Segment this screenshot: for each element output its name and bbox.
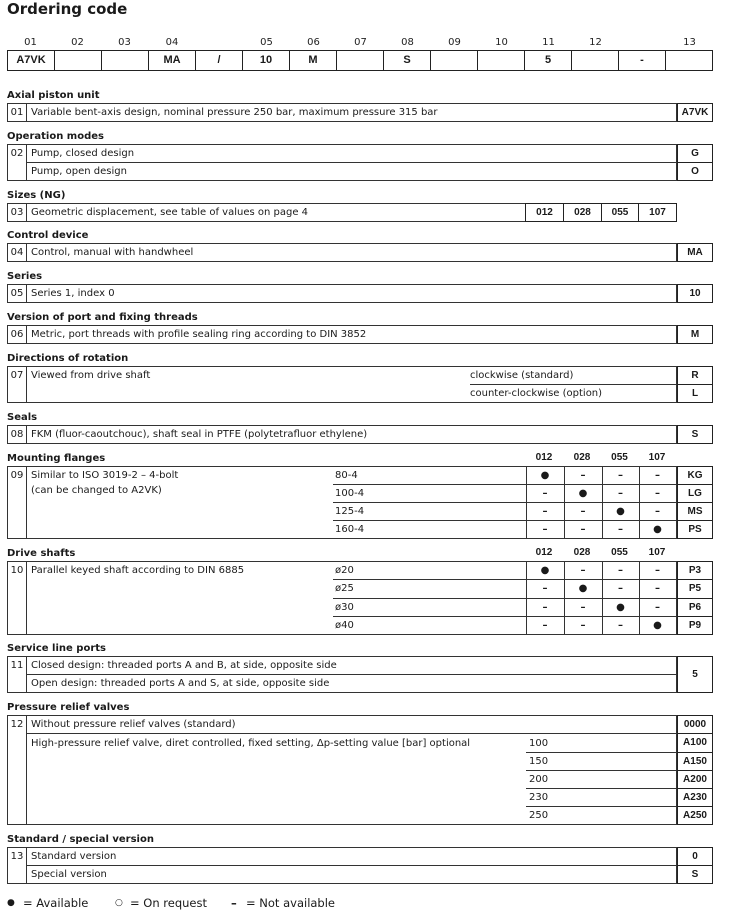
- option-label: ø20: [335, 565, 354, 576]
- size-028: 028: [563, 203, 602, 222]
- availability-mark: –: [655, 583, 660, 594]
- option-label: 80-4: [335, 470, 358, 481]
- row-number: 04: [8, 244, 27, 261]
- section-heading-axial-piston-unit: Axial piston unit: [7, 90, 100, 101]
- option-code: L: [677, 384, 713, 403]
- section-heading-control-device: Control device: [7, 230, 89, 241]
- availability-mark: ●: [540, 470, 550, 481]
- section-heading-version: Standard / special version: [7, 834, 154, 845]
- availability-mark: ●: [653, 620, 662, 631]
- option-code: A200: [677, 770, 713, 789]
- row-text: Without pressure relief valves (standard): [31, 719, 236, 730]
- row-number: 06: [8, 326, 27, 343]
- row-number: 02: [8, 145, 27, 180]
- availability-mark: ●: [540, 565, 550, 576]
- row-text: Standard version: [31, 851, 117, 862]
- row-text: FKM (fluor-caoutchouc), shaft seal in PTFE (polytetrafluor ethylene): [31, 429, 368, 440]
- code-cell-13: [666, 50, 713, 71]
- divider: [526, 752, 676, 753]
- row-number: 05: [8, 285, 27, 302]
- option-code: KG: [677, 466, 713, 485]
- section-drive-shafts: [7, 561, 677, 635]
- section-control-device: [7, 243, 677, 262]
- section-pressure-relief-valves: [7, 715, 677, 825]
- size-012: 012: [525, 203, 564, 222]
- code-cell-06: M: [290, 50, 337, 71]
- section-service-line-ports: [7, 656, 677, 693]
- availability-mark: –: [618, 488, 623, 499]
- availability-mark: ●: [578, 583, 588, 594]
- availability-mark: –: [542, 583, 548, 594]
- position-label: 07: [354, 37, 367, 48]
- legend-on-request-label: = On request: [130, 896, 208, 910]
- row-text: Open design: threaded ports A and S, at side, opposite side: [31, 678, 330, 689]
- availability-mark: –: [580, 506, 586, 517]
- availability-mark: –: [655, 488, 660, 499]
- section-heading-port-threads: Version of port and fixing threads: [7, 312, 198, 323]
- code-cell-05: 10: [243, 50, 290, 71]
- option-code: MS: [677, 502, 713, 521]
- availability-mark: –: [542, 620, 548, 631]
- row-text: Pump, closed design: [31, 148, 135, 159]
- row-text: Special version: [31, 869, 107, 880]
- position-label: 05: [260, 37, 273, 48]
- section-rotation: [7, 366, 677, 403]
- option-code: A100: [677, 733, 713, 753]
- option-label: ø25: [335, 583, 354, 594]
- code-cell-11: 5: [525, 50, 572, 71]
- size-107: 107: [638, 203, 677, 222]
- available-icon: ●: [7, 898, 15, 908]
- option-code: 5: [677, 656, 713, 693]
- availability-mark: –: [618, 565, 623, 576]
- position-label: 09: [448, 37, 461, 48]
- option-code: M: [677, 325, 713, 344]
- option-label: 100: [529, 738, 549, 749]
- section-operation-modes: [7, 144, 677, 181]
- legend-not-available-label: = Not available: [246, 896, 336, 910]
- option-label: 250: [529, 810, 549, 821]
- option-label: ø30: [335, 602, 354, 613]
- availability-mark: ●: [616, 506, 625, 517]
- availability-mark: –: [542, 488, 548, 499]
- divider: [526, 788, 676, 789]
- option-code: S: [677, 865, 713, 884]
- section-heading-drive-shafts: Drive shafts: [7, 548, 76, 559]
- on-request-icon: ○: [115, 898, 123, 908]
- availability-mark: –: [655, 565, 660, 576]
- row-number: 08: [8, 426, 27, 443]
- section-heading-mounting-flanges: Mounting flanges: [7, 453, 106, 464]
- availability-mark: –: [580, 470, 586, 481]
- availability-mark: –: [580, 602, 586, 613]
- position-label: 11: [542, 37, 555, 48]
- section-seals: [7, 425, 677, 444]
- option-label: 230: [529, 792, 549, 803]
- row-number: 07: [8, 367, 27, 402]
- code-cell-07: [337, 50, 384, 71]
- size-column-header: 107: [648, 547, 666, 558]
- row-text: Similar to ISO 3019-2 – 4-bolt: [31, 470, 179, 481]
- legend-available-label: = Available: [23, 896, 89, 910]
- option-code: P9: [677, 616, 713, 635]
- code-cell-dash: -: [619, 50, 666, 71]
- row-number: 01: [8, 104, 27, 121]
- position-label: 08: [401, 37, 414, 48]
- option-label: 125-4: [335, 506, 365, 517]
- option-code: O: [677, 162, 713, 181]
- row-number: 09: [8, 467, 27, 538]
- option-code: A250: [677, 806, 713, 825]
- availability-mark: –: [580, 565, 586, 576]
- availability-mark: ●: [653, 524, 662, 535]
- option-code: G: [677, 144, 713, 163]
- size-column-header: 028: [573, 547, 591, 558]
- option-code: A7VK: [677, 103, 713, 122]
- row-text: Closed design: threaded ports A and B, at side, opposite side: [31, 660, 337, 671]
- row-text: Pump, open design: [31, 166, 127, 177]
- divider: [27, 865, 676, 866]
- divider: [526, 806, 676, 807]
- row-text: Control, manual with handwheel: [31, 247, 194, 258]
- position-label: 04: [165, 37, 179, 48]
- row-number: 03: [8, 204, 27, 221]
- divider: [526, 770, 676, 771]
- availability-mark: –: [618, 470, 623, 481]
- divider: [27, 733, 676, 734]
- section-heading-seals: Seals: [7, 412, 38, 423]
- position-label: 03: [118, 37, 131, 48]
- option-label: 150: [529, 756, 549, 767]
- code-cell-02: [55, 50, 102, 71]
- position-label: 10: [495, 37, 508, 48]
- position-label: 01: [24, 37, 37, 48]
- section-mounting-flanges: [7, 466, 677, 539]
- row-number: 12: [8, 716, 27, 824]
- option-label: 100-4: [335, 488, 365, 499]
- size-column-header: 012: [535, 547, 553, 558]
- option-code: P6: [677, 598, 713, 617]
- size-column-header: 055: [611, 452, 628, 463]
- row-text: High-pressure relief valve, diret controlled, fixed setting, Δp-setting value [bar] optional: [31, 738, 471, 749]
- option-code: PS: [677, 520, 713, 539]
- option-label: counter-clockwise (option): [470, 388, 603, 399]
- section-version: [7, 847, 677, 884]
- option-code: P3: [677, 561, 713, 580]
- option-code: MA: [677, 243, 713, 262]
- row-text: Parallel keyed shaft according to DIN 6885: [31, 565, 245, 576]
- row-text: Variable bent-axis design, nominal pressure 250 bar, maximum pressure 315 bar: [31, 107, 438, 118]
- row-number: 11: [8, 657, 27, 692]
- position-label: 06: [307, 37, 320, 48]
- section-heading-operation-modes: Operation modes: [7, 131, 104, 142]
- row-text: Geometric displacement, see table of values on page 4: [31, 207, 309, 218]
- position-label: 13: [683, 37, 696, 48]
- option-label: ø40: [335, 620, 354, 631]
- section-series: [7, 284, 677, 303]
- section-heading-series: Series: [7, 271, 43, 282]
- option-label: 160-4: [335, 524, 365, 535]
- row-text: (can be changed to A2VK): [31, 485, 162, 496]
- code-cell-09: [431, 50, 478, 71]
- option-code: 0: [677, 847, 713, 866]
- size-column-header: 012: [535, 452, 553, 463]
- option-label: clockwise (standard): [470, 370, 574, 381]
- code-cell-separator: /: [196, 50, 243, 71]
- availability-mark: –: [542, 602, 548, 613]
- availability-mark: –: [655, 470, 660, 481]
- code-cell-08: S: [384, 50, 431, 71]
- availability-mark: –: [655, 506, 660, 517]
- availability-mark: –: [655, 602, 660, 613]
- code-cell-12: [572, 50, 619, 71]
- section-sizes: [7, 203, 526, 222]
- section-heading-rotation: Directions of rotation: [7, 353, 129, 364]
- row-text: Viewed from drive shaft: [31, 370, 151, 381]
- option-code: LG: [677, 484, 713, 503]
- size-column-header: 028: [573, 452, 591, 463]
- section-axial-piston-unit: [7, 103, 677, 122]
- availability-mark: ●: [616, 602, 625, 613]
- availability-mark: –: [542, 506, 548, 517]
- code-cell-10: [478, 50, 525, 71]
- size-column-header: 055: [611, 547, 628, 558]
- availability-mark: –: [618, 620, 623, 631]
- availability-mark: –: [618, 583, 623, 594]
- row-number: 10: [8, 562, 27, 634]
- size-column-header: 107: [648, 452, 666, 463]
- not-available-icon: –: [231, 896, 237, 910]
- row-number: 13: [8, 848, 27, 883]
- code-cell-01: A7VK: [7, 50, 55, 71]
- option-code: R: [677, 366, 713, 385]
- option-code: A150: [677, 752, 713, 771]
- section-heading-service-line-ports: Service line ports: [7, 643, 106, 654]
- availability-mark: –: [580, 524, 586, 535]
- position-label: 02: [71, 37, 84, 48]
- row-text: Metric, port threads with profile sealing ring according to DIN 3852: [31, 329, 367, 340]
- option-code: 0000: [677, 715, 713, 734]
- option-code: P5: [677, 579, 713, 599]
- position-label: 12: [589, 37, 602, 48]
- availability-mark: –: [580, 620, 586, 631]
- row-text: Series 1, index 0: [31, 288, 115, 299]
- option-label: 200: [529, 774, 549, 785]
- availability-mark: –: [618, 524, 623, 535]
- code-cell-04: MA: [149, 50, 196, 71]
- option-code: A230: [677, 788, 713, 807]
- option-code: S: [677, 425, 713, 444]
- availability-mark: ●: [578, 488, 588, 499]
- option-code: 10: [677, 284, 713, 303]
- code-cell-03: [102, 50, 149, 71]
- page-title: Ordering code: [7, 0, 128, 18]
- size-055: 055: [601, 203, 639, 222]
- section-heading-sizes: Sizes (NG): [7, 190, 66, 201]
- availability-mark: –: [542, 524, 548, 535]
- section-heading-pressure-relief-valves: Pressure relief valves: [7, 702, 130, 713]
- section-port-threads: [7, 325, 677, 344]
